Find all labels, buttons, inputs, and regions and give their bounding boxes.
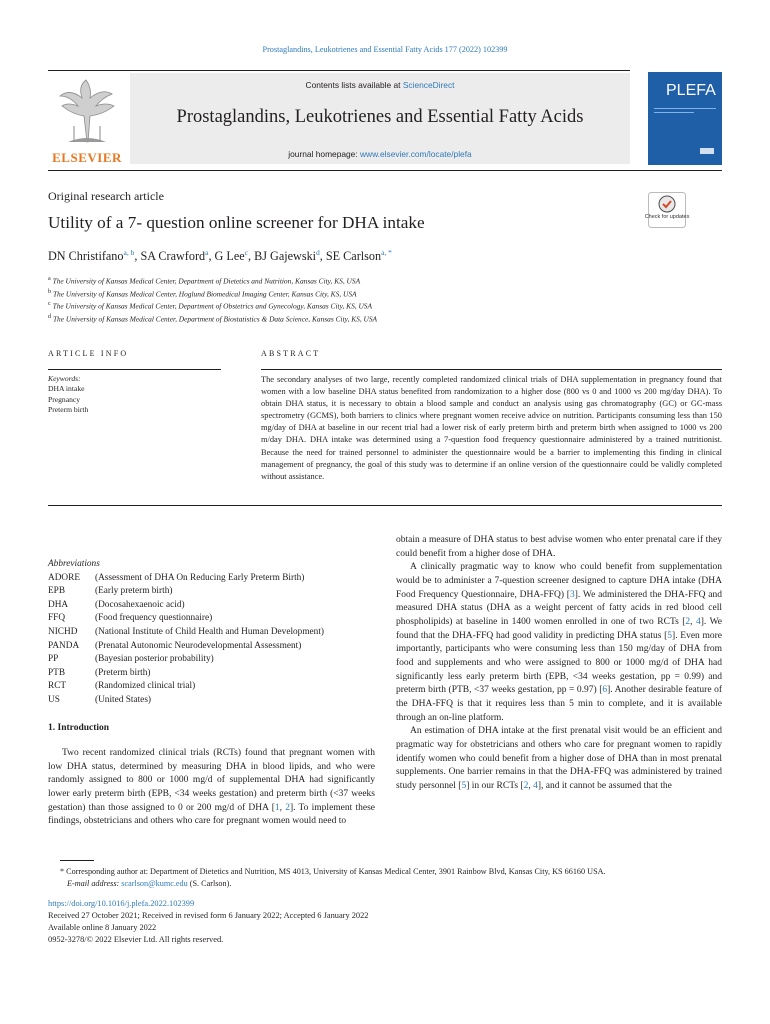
- affiliation-item: [48, 312, 377, 325]
- affiliation-text: The University of Kansas Medical Center, Department of Obstetrics and Gynecology, Kansas City, KS, USA: [52, 301, 373, 311]
- author-separator: ,: [208, 249, 215, 264]
- abbreviation-row: [48, 667, 378, 681]
- abstract-heading: ABSTRACT: [261, 349, 321, 358]
- abstract-rule: [261, 369, 722, 370]
- abstract-end-rule: [48, 505, 722, 506]
- abbreviation-definition: (Food frequency questionnaire): [95, 613, 213, 624]
- paragraph-text: ]. To implement these findings, obstetricians and others who care for pregnant women would need to: [48, 802, 376, 827]
- homepage-prefix: journal homepage:: [288, 149, 360, 159]
- journal-header: [130, 73, 630, 164]
- email-label: E-mail address:: [67, 879, 122, 889]
- abbreviation-term: PP: [48, 654, 59, 665]
- affiliation-sup: a: [48, 276, 51, 282]
- citation-link[interactable]: 4: [696, 616, 701, 627]
- author-name[interactable]: SE Carlson: [325, 249, 382, 264]
- sciencedirect-link[interactable]: ScienceDirect: [402, 80, 455, 90]
- abbreviation-definition: (Assessment of DHA On Reducing Early Preterm Birth): [95, 572, 305, 583]
- abbreviations-title: Abbreviations: [48, 559, 100, 569]
- abbreviation-term: FFQ: [48, 613, 66, 624]
- affiliation-sup: b: [48, 288, 52, 295]
- right-column: [396, 534, 722, 793]
- elsevier-wordmark: ELSEVIER: [52, 150, 122, 165]
- author-separator: ,: [248, 249, 255, 264]
- journal-cover-icon[interactable]: [648, 72, 722, 165]
- citation-link[interactable]: 2: [685, 616, 691, 627]
- citation-link[interactable]: 1: [274, 802, 280, 813]
- paragraph-text: ]. We administered the DHA-FFQ and measured DHA status (DHA as a weight percent of fatty acids in red blood cell phospholipids) at baseline in 1400 women enrolled in one of two RCTs [: [396, 589, 722, 627]
- paragraph-text: ], and it cannot be assumed that the: [537, 780, 672, 791]
- keyword-item: DHA intake: [48, 384, 85, 394]
- article-type: Original research article: [48, 189, 164, 203]
- top-rule: [48, 70, 630, 71]
- abbreviation-term: DHA: [48, 599, 69, 610]
- keyword-item: Pregnancy: [48, 394, 81, 404]
- paragraph-text: ]. Even more importantly, participants who were consuming less than 150 mg/day of DHA from food and supplements and who were assigned to 800 or 1000 mg/d of DHA had significantly less early preterm birth (EPB, <34 weeks gestation, pp = 0.99) and preterm birth (PTB, <37 weeks gestation, pp = 0.97) [: [396, 630, 723, 696]
- author-sup[interactable]: a: [205, 248, 209, 257]
- author-sup[interactable]: a, *: [381, 248, 392, 257]
- abbreviation-row: [48, 694, 378, 708]
- affiliation-text: The University of Kansas Medical Center, Hoglund Biomedical Imaging Center, Kansas City, KS, USA: [52, 289, 357, 299]
- paragraph-text: ] in our RCTs [: [466, 780, 524, 791]
- author-sup[interactable]: c: [244, 248, 248, 257]
- abbreviation-definition: (Early preterm birth): [95, 586, 173, 597]
- author-separator: ,: [134, 249, 141, 264]
- paragraph-text: ]. We found that the DHA-FFQ had good validity in predicting DHA status [: [396, 616, 722, 641]
- abbreviation-term: US: [48, 694, 60, 705]
- author-list: [48, 248, 392, 264]
- paragraph-text: ]. Another desirable feature of the DHA-FFQ is that it requires less than 5 min to complete, and it is available through an on-line platform.: [396, 685, 722, 723]
- introduction-paragraph: [48, 747, 375, 829]
- citation-separator: ,: [279, 802, 286, 813]
- author-name[interactable]: BJ Gajewski: [254, 249, 317, 264]
- citation-link[interactable]: 5: [667, 630, 673, 641]
- abbreviation-definition: (Prenatal Autonomic Neurodevelopmental Assessment): [95, 640, 302, 651]
- abbreviation-definition: (United States): [95, 694, 152, 705]
- keywords-label: Keywords:: [48, 374, 81, 383]
- affiliation-text: The University of Kansas Medical Center, Department of Dietetics and Nutrition, Kansas City, KS, USA: [52, 276, 361, 286]
- article-info-heading: ARTICLE INFO: [48, 349, 129, 358]
- abbreviation-row: [48, 680, 378, 694]
- affiliation-list: [48, 274, 377, 325]
- author-name[interactable]: G Lee: [214, 249, 245, 264]
- abbreviation-row: [48, 599, 378, 613]
- affiliation-item: [48, 274, 377, 287]
- citation-link[interactable]: 5: [461, 780, 467, 791]
- affiliation-sup: c: [48, 301, 51, 308]
- abbreviation-definition: (Docosahexaenoic acid): [95, 599, 185, 610]
- introduction-paragraph: [396, 561, 722, 725]
- check-for-updates-icon[interactable]: [644, 192, 690, 228]
- abbreviation-definition: (National Institute of Child Health and Human Development): [95, 626, 325, 637]
- abbreviation-term: PTB: [48, 667, 66, 678]
- abbreviation-term: PANDA: [48, 640, 80, 651]
- citation-separator: ,: [528, 780, 534, 791]
- abbreviation-term: RCT: [48, 681, 67, 692]
- received-dates: Received 27 October 2021; Received in revised form 6 January 2022; Accepted 6 January 2022: [48, 911, 369, 921]
- abbreviation-row: [48, 585, 378, 599]
- author-name[interactable]: DN Christifano: [48, 249, 124, 264]
- keyword-item: Preterm birth: [48, 405, 89, 415]
- footnote-line: [60, 866, 722, 878]
- citation-link[interactable]: 4: [533, 780, 538, 791]
- citation-link[interactable]: 2: [523, 780, 529, 791]
- author-sup[interactable]: a, b: [123, 248, 135, 257]
- paragraph-continuation: obtain a measure of DHA status to best advise women who enter prenatal care if they could benefit from a higher dose of DHA.: [396, 535, 722, 559]
- author-sup[interactable]: d: [316, 248, 320, 257]
- article-info-rule: [48, 369, 221, 370]
- journal-citation-link[interactable]: Prostaglandins, Leukotrienes and Essential Fatty Acids 177 (2022) 102399: [262, 45, 508, 54]
- email-link[interactable]: scarlson@kumc.edu: [121, 879, 188, 889]
- affiliation-item: [48, 299, 377, 312]
- homepage-link[interactable]: www.elsevier.com/locate/plefa: [359, 149, 472, 159]
- citation-link[interactable]: 2: [285, 802, 290, 813]
- citation-separator: ,: [690, 616, 696, 627]
- header-rule: [48, 170, 722, 171]
- homepage-line: [130, 149, 630, 159]
- author-name[interactable]: SA Crawford: [140, 249, 206, 264]
- paragraph-text: Two recent randomized clinical trials (RCTs) found that pregnant women with low DHA status, determined by measuring DHA in blood lipids, and who were randomly assigned to 800 or 1000 mg/d of supplemental DHA had significantly lower early preterm birth (EPB, <34 weeks gestation) and preterm birth (<37 weeks gestation) than those assigned to 0 or 200 mg/d of DHA [: [48, 748, 375, 813]
- abbreviation-term: NICHD: [48, 626, 78, 637]
- author-separator: ,: [319, 249, 326, 264]
- introduction-paragraph: [396, 725, 722, 793]
- corresponding-author-footnote: [60, 866, 722, 890]
- affiliation-item: [48, 287, 377, 300]
- publication-info: [48, 898, 368, 946]
- footnote-rule: [60, 860, 94, 861]
- abbreviation-row: [48, 640, 378, 654]
- abbreviation-term: ADORE: [48, 572, 81, 583]
- abbreviations-block: [48, 558, 378, 708]
- affiliation-sup: d: [48, 314, 52, 321]
- cover-decoration: [648, 72, 722, 165]
- abbreviation-row: [48, 653, 378, 667]
- abbreviation-definition: (Randomized clinical trial): [95, 681, 196, 692]
- footnote-text: Corresponding author at: Department of Dietetics and Nutrition, MS 4013, University of Kansas Medical Center, 3901 Rainbow Blvd, Kansas City, KS 66160 USA.: [66, 867, 606, 876]
- paragraph-text: A clinically pragmatic way to know who could benefit from supplementation would be to administer a 7-question screener designed to capture DHA intake (DHA Food Frequency Questionnaire, DHA-FFQ) [: [396, 562, 722, 600]
- copyright: 0952-3278/© 2022 Elsevier Ltd. All rights reserved.: [48, 935, 224, 945]
- cover-title: PLEFA: [666, 82, 716, 99]
- introduction-heading: 1. Introduction: [48, 723, 110, 733]
- email-suffix: (S. Carlson).: [187, 879, 232, 889]
- abbreviation-row: [48, 626, 378, 640]
- keywords-block: [48, 374, 88, 416]
- affiliation-text: The University of Kansas Medical Center, Department of Biostatistics & Data Science, Kansas City, KS, USA: [52, 314, 378, 324]
- contents-prefix: Contents lists available at: [305, 80, 403, 90]
- doi-link[interactable]: https://doi.org/10.1016/j.plefa.2022.102399: [48, 899, 195, 908]
- paragraph-text: An estimation of DHA intake at the first prenatal visit would be an efficient and pragmatic way for obstetricians and others who care for pregnant women to rapidly identify women who could benefit from a higher dose of DHA than in most prenatal supplements. One barrier remains in that the DHA-FFQ was administered by trained study personnel [: [396, 726, 722, 791]
- citation-link[interactable]: 6: [602, 685, 608, 696]
- abbreviation-row: [48, 572, 378, 586]
- article-title: Utility of a 7- question online screener for DHA intake: [48, 213, 425, 232]
- abbreviation-definition: (Bayesian posterior probability): [95, 654, 214, 665]
- abstract-text: The secondary analyses of two large, recently completed randomized clinical trials of DHA supplementation in pregnancy found that women with a low baseline DHA status benefited from randomization to a higher dose (800 vs 0 and 1000 vs 200 mg/day DHA). To obtain DHA status, it is necessary to obtain a blood sample and conduct an analysis using gas chromatography (GC) or GC-mass spectrometry (GCMS), both barriers to clinics where pregnant women receive advice on nutrition. Participants consuming less than 150 mg/day of DHA at baseline in our recent trial had a lower risk of early preterm birth and preterm birth when assigned to 1000 vs 200 m/day DHA. DHA intake was determined using a 7-question food frequency questionnaire administered by a trained nutritionist. Because the need for trained personnel to administer the questionnaire would be a barrier to implementing this finding in clinical management of pregnancy, the goal of this study was to determine if an online version of the questionnaire could be validly completed without assistance.: [261, 375, 722, 481]
- journal-title: Prostaglandins, Leukotrienes and Essential Fatty Acids: [176, 107, 584, 127]
- abbreviation-term: EPB: [48, 586, 66, 597]
- badge-label: Check for updates: [644, 214, 690, 220]
- footnote-marker: *: [60, 867, 65, 876]
- contents-line: [130, 80, 630, 90]
- abbreviation-row: [48, 612, 378, 626]
- abbreviation-definition: (Preterm birth): [95, 667, 151, 678]
- citation-link[interactable]: 3: [569, 589, 575, 600]
- available-online: Available online 8 January 2022: [48, 923, 157, 933]
- email-line: [60, 878, 722, 890]
